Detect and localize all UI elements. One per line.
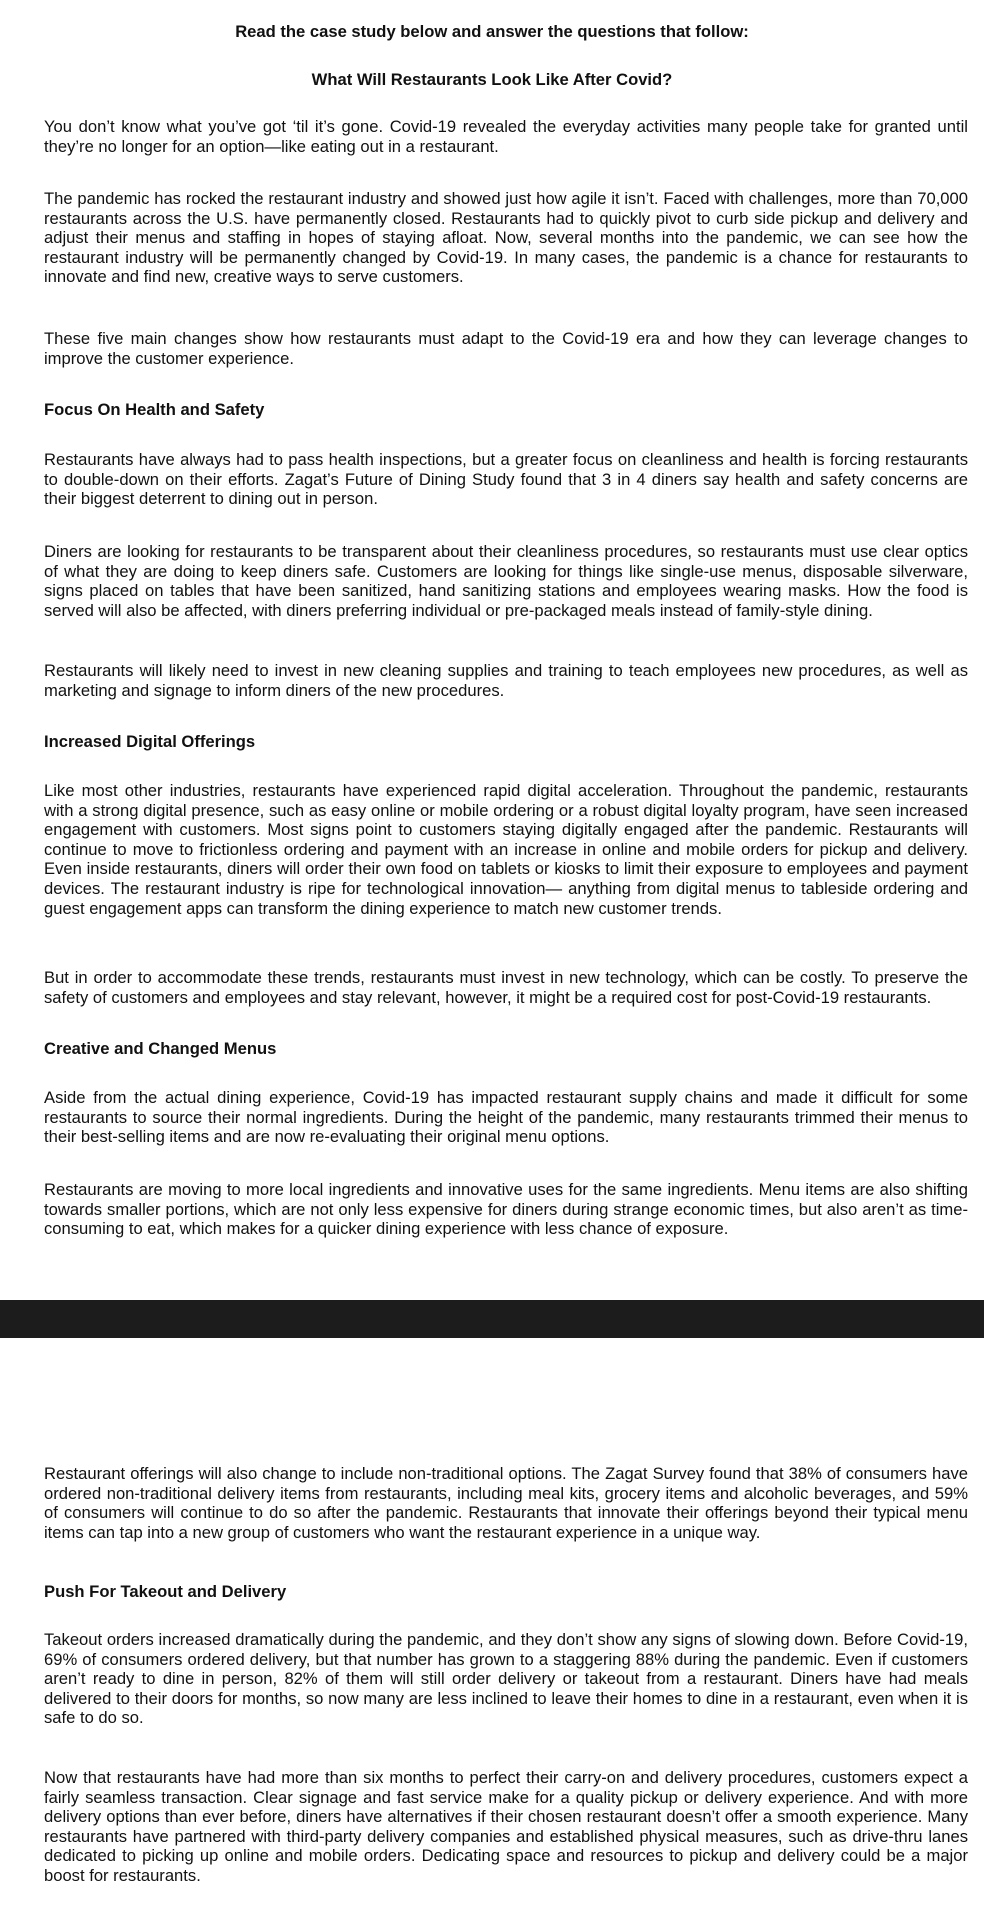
section-heading-takeout: Push For Takeout and Delivery — [44, 1582, 287, 1601]
section-heading-menus: Creative and Changed Menus — [44, 1039, 277, 1058]
health-paragraph-3: Restaurants will likely need to invest in new cleaning supplies and training to teach employees new procedures, as well as marketing and signage to inform diners of the new procedures. — [44, 661, 968, 700]
digital-paragraph-2: But in order to accommodate these trends, restaurants must invest in new technology, which can be costly. To preserve the safety of customers and employees and stay relevant, however, it might be a required cost for post-Covid-19 restaurants. — [44, 968, 968, 1007]
takeout-paragraph-2: Now that restaurants have had more than six months to perfect their carry-on and delivery procedures, customers expect a fairly seamless transaction. Clear signage and fast service make for a quality pickup or delivery experience. And with more delivery options than ever before, diners have alternatives if their chosen restaurant doesn’t offer a smooth experience. Many restaurants have partnered with third-party delivery companies and established physical measures, such as drive-thru lanes dedicated to picking up online and mobile orders. Dedicating space and resources to pickup and delivery could be a major boost for restaurants. — [44, 1768, 968, 1885]
health-paragraph-1: Restaurants have always had to pass health inspections, but a greater focus on cleanliness and health is forcing restaurants to double-down on their efforts. Zagat’s Future of Dining Study found that 3 in 4 diners say health and safety concerns are their biggest deterrent to dining out in person. — [44, 450, 968, 509]
intro-paragraph-1: You don’t know what you’ve got ‘til it’s gone. Covid-19 revealed the everyday activities many people take for granted until they’re no longer for an option—like eating out in a restaurant. — [44, 117, 968, 156]
page-divider-bar — [0, 1300, 984, 1338]
menus-paragraph-3: Restaurant offerings will also change to include non-traditional options. The Zagat Survey found that 38% of consumers have ordered non-traditional delivery items from restaurants, including meal kits, grocery items and alcoholic beverages, and 59% of consumers will continue to do so after the pandemic. Restaurants that innovate their offerings beyond their typical menu items can tap into a new group of customers who want the restaurant experience in a unique way. — [44, 1464, 968, 1542]
section-heading-health-safety: Focus On Health and Safety — [44, 400, 265, 419]
digital-paragraph-1: Like most other industries, restaurants have experienced rapid digital acceleration. Throughout the pandemic, restaurants with a strong digital presence, such as easy online or mobile ordering or a robust digital loyalty program, have seen increased engagement with customers. Most signs point to customers staying digitally engaged after the pandemic. Restaurants will continue to move to frictionless ordering and payment with an increase in online and mobile orders for pickup and delivery. Even inside restaurants, diners will order their own food on tablets or kiosks to limit their exposure to employees and payment devices. The restaurant industry is ripe for technological innovation— anything from digital menus to tableside ordering and guest engagement apps can transform the dining experience to match new customer trends. — [44, 781, 968, 918]
menus-paragraph-1: Aside from the actual dining experience, Covid-19 has impacted restaurant supply chains and made it difficult for some restaurants to source their normal ingredients. During the height of the pandemic, many restaurants trimmed their menus to their best-selling items and are now re-evaluating their original menu options. — [44, 1088, 968, 1147]
menus-paragraph-2: Restaurants are moving to more local ingredients and innovative uses for the same ingredients. Menu items are also shifting towards smaller portions, which are not only less expensive for diners during strange economic times, but also aren’t as time-consuming to eat, which makes for a quicker dining experience with less chance of exposure. — [44, 1180, 968, 1239]
section-heading-digital: Increased Digital Offerings — [44, 732, 256, 751]
intro-paragraph-3: These five main changes show how restaurants must adapt to the Covid-19 era and how they can leverage changes to improve the customer experience. — [44, 329, 968, 368]
takeout-paragraph-1: Takeout orders increased dramatically during the pandemic, and they don’t show any signs of slowing down. Before Covid-19, 69% of consumers ordered delivery, but that number has grown to a staggering 88% during the pandemic. Even if customers aren’t ready to dine in person, 82% of them will still order delivery or takeout from a restaurant. Diners have had meals delivered to their doors for months, so now many are less inclined to leave their homes to dine in a restaurant, even when it is safe to do so. — [44, 1630, 968, 1728]
case-study-title: What Will Restaurants Look Like After Covid? — [311, 70, 673, 89]
health-paragraph-2: Diners are looking for restaurants to be transparent about their cleanliness procedures, so restaurants must use clear optics of what they are doing to keep diners safe. Customers are looking for things like single-use menus, disposable silverware, signs placed on tables that have been sanitized, hand sanitizing stations and employees wearing masks. How the food is served will also be affected, with diners preferring individual or pre-packaged meals instead of family-style dining. — [44, 542, 968, 620]
instruction-heading: Read the case study below and answer the questions that follow: — [235, 22, 749, 41]
intro-paragraph-2: The pandemic has rocked the restaurant industry and showed just how agile it isn’t. Faced with challenges, more than 70,000 restaurants across the U.S. have permanently closed. Restaurants had to quickly pivot to curb side pickup and delivery and adjust their menus and staffing in hopes of staying afloat. Now, several months into the pandemic, we can see how the restaurant industry will be permanently changed by Covid-19. In many cases, the pandemic is a chance for restaurants to innovate and find new, creative ways to serve customers. — [44, 189, 968, 287]
document-page-2 — [0, 1338, 984, 1920]
